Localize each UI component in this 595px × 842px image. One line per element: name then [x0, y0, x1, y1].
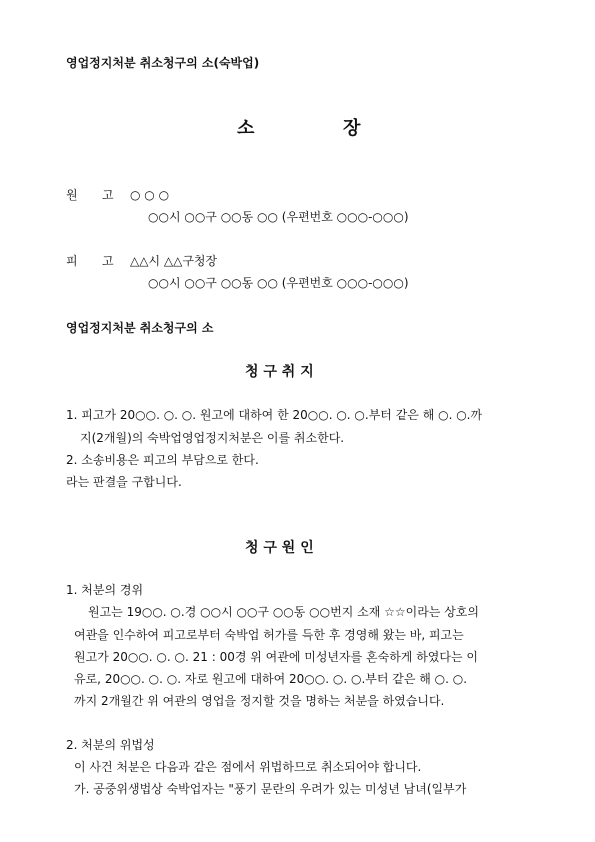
plaintiff-label: [66, 188, 114, 202]
claim-purpose-line-1-text: 1. 피고가 20○○. ○. ○. 원고에 대하여 한 20○○. ○. ○.부터 같은 해 ○. ○.까: [66, 408, 483, 422]
plaintiff-label-char-2: 고: [102, 188, 114, 202]
plaintiff-address: ○○시 ○○구 ○○동 ○○ (우편번호 ○○○-○○○): [148, 210, 409, 224]
claim-cause-item-1-line-4: 유로, 20○○. ○. ○. 자로 원고에 대하여 20○○. ○. ○.부터 같은 해 ○. ○.: [74, 672, 468, 686]
claim-cause-item-2-line-2: 가. 공중위생법상 숙박업자는 "풍기 문란의 우려가 있는 미성년 남녀(일부가: [74, 782, 467, 796]
claim-cause-heading: 청 구 원 인: [245, 540, 314, 556]
claim-purpose-line-1: [66, 408, 530, 422]
claim-cause-item-2-line-1: 이 사건 처분은 다음과 같은 점에서 위법하므로 취소되어야 합니다.: [74, 760, 422, 774]
plaintiff-label-char-1: 원: [66, 188, 78, 202]
header-title: 영업정지처분 취소청구의 소(숙박업): [66, 56, 260, 70]
document-title-char-2: 장: [343, 118, 361, 139]
claim-purpose-line-2: 지(2개월)의 숙박업영업정지처분은 이를 취소한다.: [80, 431, 345, 445]
claim-cause-item-1-title: 1. 처분의 경위: [66, 583, 144, 597]
document-title-char-1: 소: [237, 118, 255, 139]
defendant-name: △△시 △△구청장: [130, 254, 218, 268]
claim-cause-item-1-line-5: 까지 2개월간 위 여관의 영업을 정지할 것을 명하는 처분을 하였습니다.: [74, 694, 445, 708]
case-name: 영업정지처분 취소청구의 소: [66, 321, 214, 335]
claim-cause-item-1-line-3: 원고가 20○○. ○. ○. 21 : 00경 위 여관에 미성년자를 혼숙하게 하였다는 이: [74, 650, 478, 664]
defendant-label-char-1: 피: [66, 254, 78, 268]
defendant-label: [66, 254, 114, 268]
claim-cause-item-1-line-2: 여관을 인수하여 피고로부터 숙박업 허가를 득한 후 경영해 왔는 바, 피고는: [74, 628, 464, 642]
plaintiff-name: ○ ○ ○: [130, 188, 170, 202]
claim-purpose-heading: 청 구 취 지: [245, 364, 314, 380]
claim-cause-item-1-line-1: 원고는 19○○. ○.경 ○○시 ○○구 ○○동 ○○번지 소재 ☆☆이라는 상호의: [88, 605, 479, 619]
defendant-address: ○○시 ○○구 ○○동 ○○ (우편번호 ○○○-○○○): [148, 276, 409, 290]
claim-purpose-line-3: 2. 소송비용은 피고의 부담으로 한다.: [66, 453, 259, 467]
defendant-label-char-2: 고: [102, 254, 114, 268]
claim-purpose-line-4: 라는 판결을 구합니다.: [66, 475, 182, 489]
claim-cause-item-2-title: 2. 처분의 위법성: [66, 738, 155, 752]
